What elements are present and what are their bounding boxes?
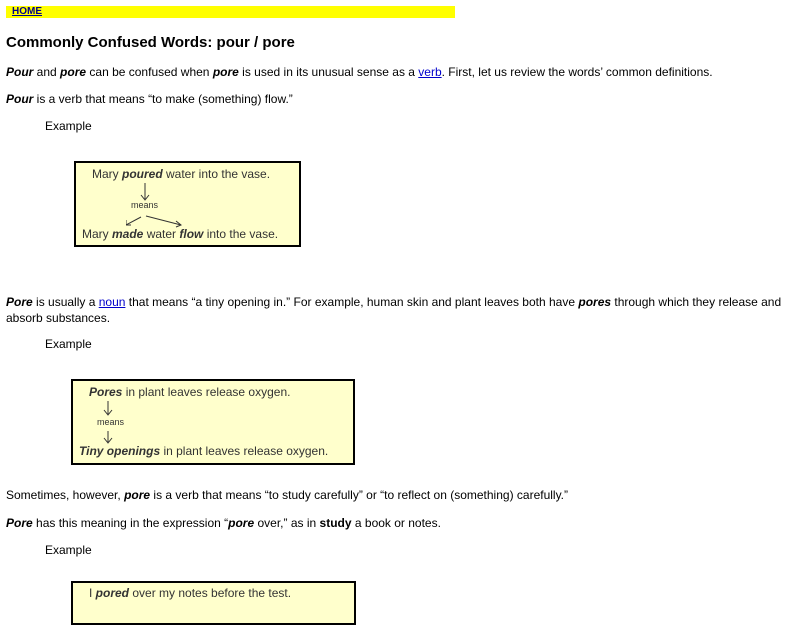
example-box-pore-verb: I pored over my notes before the test.: [71, 581, 356, 625]
page-title: Commonly Confused Words: pour / pore: [6, 34, 295, 51]
intro-paragraph: Pour and pore can be confused when pore is used in its unusual sense as a verb. First, let us review the words’ common definitions.: [6, 65, 713, 79]
pore-verb-definition: Sometimes, however, pore is a verb that means “to study carefully” or “to reflect on (something) carefully.”: [6, 488, 569, 502]
verb-link[interactable]: verb: [418, 65, 442, 79]
example-label: Example: [45, 119, 92, 133]
pour-definition: Pour is a verb that means “to make (something) flow.”: [6, 92, 293, 106]
home-link[interactable]: HOME: [12, 6, 42, 17]
example-box-pore-noun: Pores in plant leaves release oxygen. means Tiny openings in plant leaves release oxygen.: [71, 379, 355, 465]
pore-definition: Pore is usually a noun that means “a tiny opening in.” For example, human skin and plant leaves both have pores through which they release and absorb substances.: [6, 295, 782, 325]
noun-link[interactable]: noun: [98, 295, 126, 309]
example-label: Example: [45, 543, 92, 557]
example-label: Example: [45, 337, 92, 351]
nav-bar: [6, 6, 455, 18]
pore-over-paragraph: Pore has this meaning in the expression “pore over,” as in study a book or notes.: [6, 516, 441, 530]
example-box-pour: Mary poured water into the vase. means Mary made water flow into the vase.: [74, 161, 301, 247]
